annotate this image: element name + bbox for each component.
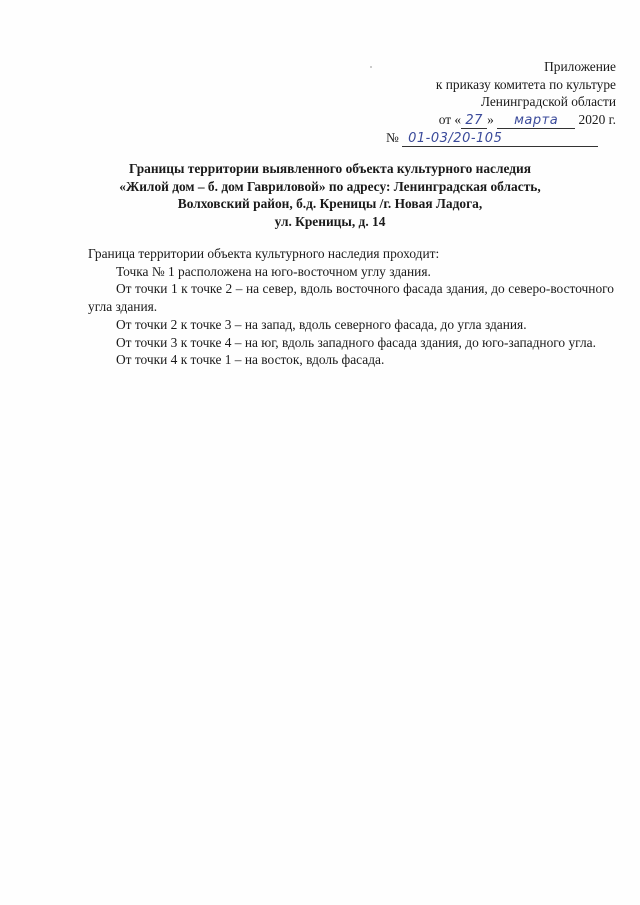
order-reference-line1: к приказу комитета по культуре	[435, 76, 616, 92]
date-year: 2020 г.	[578, 111, 616, 127]
appendix-header	[366, 58, 616, 147]
body-paragraph-3: От точки 2 к точке 3 – на запад, вдоль северного фасада, до угла здания.	[116, 316, 527, 332]
body-paragraph-2: От точки 1 к точке 2 – на север, вдоль восточного фасада здания, до северо-восточного угла здания.	[88, 281, 614, 315]
body-intro: Граница территории объекта культурного наследия проходит:	[88, 246, 440, 261]
body-paragraph-1: Точка № 1 расположена на юго-восточном углу здания.	[116, 263, 431, 279]
number-sign: №	[386, 129, 399, 145]
title-line-1: Границы территории выявленного объекта культурного наследия	[129, 161, 531, 176]
title-line-2: «Жилой дом – б. дом Гавриловой» по адресу: Ленинградская область,	[119, 178, 541, 194]
document-title	[80, 160, 580, 230]
order-number-line	[386, 129, 616, 147]
order-reference-line2: Ленинградской области	[480, 94, 616, 109]
body-paragraph-4: От точки 3 к точке 4 – на юг, вдоль западного фасада здания, до юго-западного угла.	[116, 334, 596, 350]
title-line-3: Волховский район, б.д. Креницы /г. Новая Ладога,	[177, 196, 483, 212]
date-prefix: от «	[438, 111, 462, 127]
order-date-line	[366, 111, 616, 129]
date-quote-close: »	[487, 111, 494, 127]
order-number-handwritten: 01-03/20-105	[402, 131, 598, 147]
date-month-handwritten: марта	[497, 113, 575, 129]
date-day-handwritten: 27	[461, 113, 487, 129]
appendix-label: Приложение	[544, 59, 616, 74]
body-paragraph-5: От точки 4 к точке 1 – на восток, вдоль фасада.	[116, 352, 385, 368]
title-line-4: ул. Креницы, д. 14	[274, 213, 386, 229]
document-body	[88, 245, 614, 369]
